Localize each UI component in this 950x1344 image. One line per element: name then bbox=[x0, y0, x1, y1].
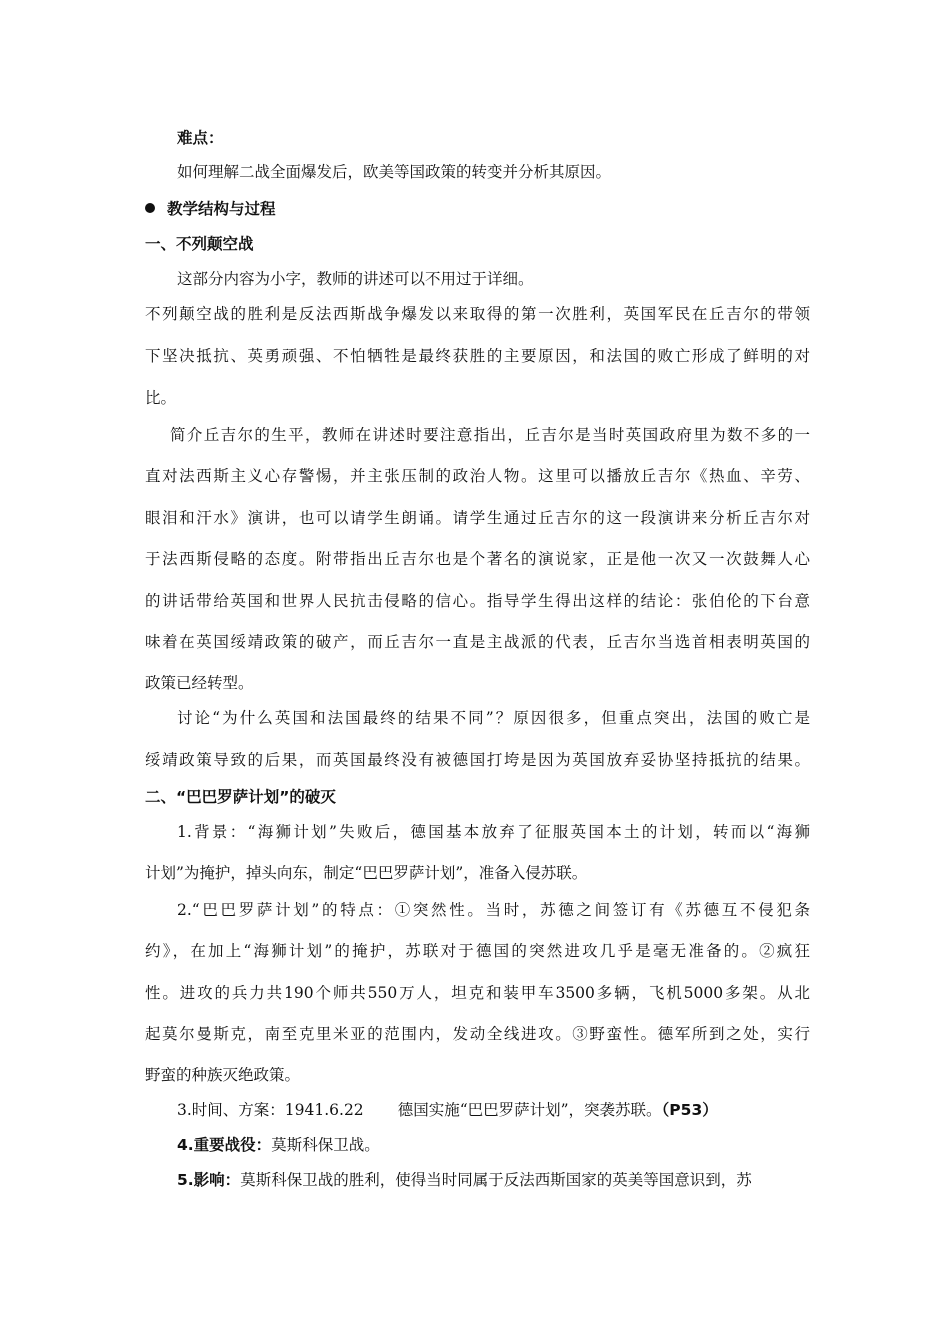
item5-label: 5.影响： bbox=[177, 1171, 241, 1189]
section1-para2-line: 眼泪和汗水》演讲，也可以请学生朗诵。请学生通过丘吉尔的这一段演讲来分析丘吉尔对 bbox=[145, 509, 810, 527]
section2-item2-line: 2.“巴巴罗萨计划”的特点：①突然性。当时，苏德之间签订有《苏德互不侵犯条 bbox=[177, 901, 810, 919]
section1-para1-line: 下坚决抵抗、英勇顽强、不怕牺牲是最终获胜的主要原因，和法国的败亡形成了鲜明的对 bbox=[145, 347, 810, 365]
section2-item2-line: 野蛮的种族灭绝政策。 bbox=[145, 1066, 301, 1084]
difficulty-text: 如何理解二战全面爆发后，欧美等国政策的转变并分析其原因。 bbox=[177, 163, 612, 181]
structure-heading-text: 教学结构与过程 bbox=[167, 200, 276, 218]
section1-para2-line: 政策已经转型。 bbox=[145, 674, 254, 692]
item3-ref: （P53） bbox=[661, 1101, 718, 1119]
section1-para2-line: 直对法西斯主义心存警惕，并主张压制的政治人物。这里可以播放丘吉尔《热血、辛劳、 bbox=[145, 467, 810, 485]
section2-item5 bbox=[177, 1169, 810, 1191]
section2-item1-line: 1.背景：“海狮计划”失败后，德国基本放弃了征服英国本土的计划，转而以“海狮 bbox=[177, 823, 810, 841]
section2-heading: 二、“巴巴罗萨计划”的破灭 bbox=[145, 788, 336, 806]
section2-item2-line: 约》，在加上“海狮计划”的掩护，苏联对于德国的突然进攻几乎是毫无准备的。②疯狂 bbox=[145, 942, 810, 960]
section1-para2-line: 于法西斯侵略的态度。附带指出丘吉尔也是个著名的演说家，正是他一次又一次鼓舞人心 bbox=[145, 550, 810, 568]
bullet-icon bbox=[145, 203, 155, 213]
item4-text: 莫斯科保卫战。 bbox=[271, 1136, 380, 1154]
section1-para2-line: 的讲话带给英国和世界人民抗击侵略的信心。指导学生得出这样的结论：张伯伦的下台意 bbox=[145, 592, 810, 610]
section1-para3-line: 绥靖政策导致的后果，而英国最终没有被德国打垮是因为英国放弃妥协坚持抵抗的结果。 bbox=[145, 751, 810, 769]
item4-label: 4.重要战役： bbox=[177, 1136, 272, 1154]
section2-item4 bbox=[177, 1134, 810, 1156]
section2-item2-line: 起莫尔曼斯克，南至克里米亚的范围内，发动全线进攻。③野蛮性。德军所到之处，实行 bbox=[145, 1025, 810, 1043]
section1-para3-line: 讨论“为什么英国和法国最终的结果不同”？原因很多，但重点突出，法国的败亡是 bbox=[177, 709, 810, 727]
section1-heading: 一、不列颠空战 bbox=[145, 235, 254, 253]
section1-note: 这部分内容为小字，教师的讲述可以不用过于详细。 bbox=[177, 270, 534, 288]
section1-para1-line: 不列颠空战的胜利是反法西斯战争爆发以来取得的第一次胜利，英国军民在丘吉尔的带领 bbox=[145, 305, 810, 323]
item3-text: 德国实施“巴巴罗萨计划”，突袭苏联。 bbox=[397, 1101, 662, 1119]
section2-item1-line: 计划”为掩护，掉头向东，制定“巴巴罗萨计划”，准备入侵苏联。 bbox=[145, 864, 588, 882]
section2-item3 bbox=[177, 1099, 810, 1121]
structure-heading bbox=[145, 198, 810, 220]
item3-prefix: 3.时间、方案：1941.6.22 bbox=[177, 1101, 364, 1119]
section1-para2-line: 味着在英国绥靖政策的破产，而丘吉尔一直是主战派的代表，丘吉尔当选首相表明英国的 bbox=[145, 633, 810, 651]
section2-item2-line: 性。进攻的兵力共190个师共550万人，坦克和装甲车3500多辆，飞机5000多架。从北 bbox=[145, 984, 810, 1002]
section1-para2-line: 简介丘吉尔的生平，教师在讲述时要注意指出，丘吉尔是当时英国政府里为数不多的一 bbox=[170, 426, 810, 444]
item5-text: 莫斯科保卫战的胜利，使得当时同属于反法西斯国家的英美等国意识到，苏 bbox=[240, 1171, 752, 1189]
difficulty-label: 难点： bbox=[177, 129, 224, 147]
section1-para1-line: 比。 bbox=[145, 389, 177, 407]
